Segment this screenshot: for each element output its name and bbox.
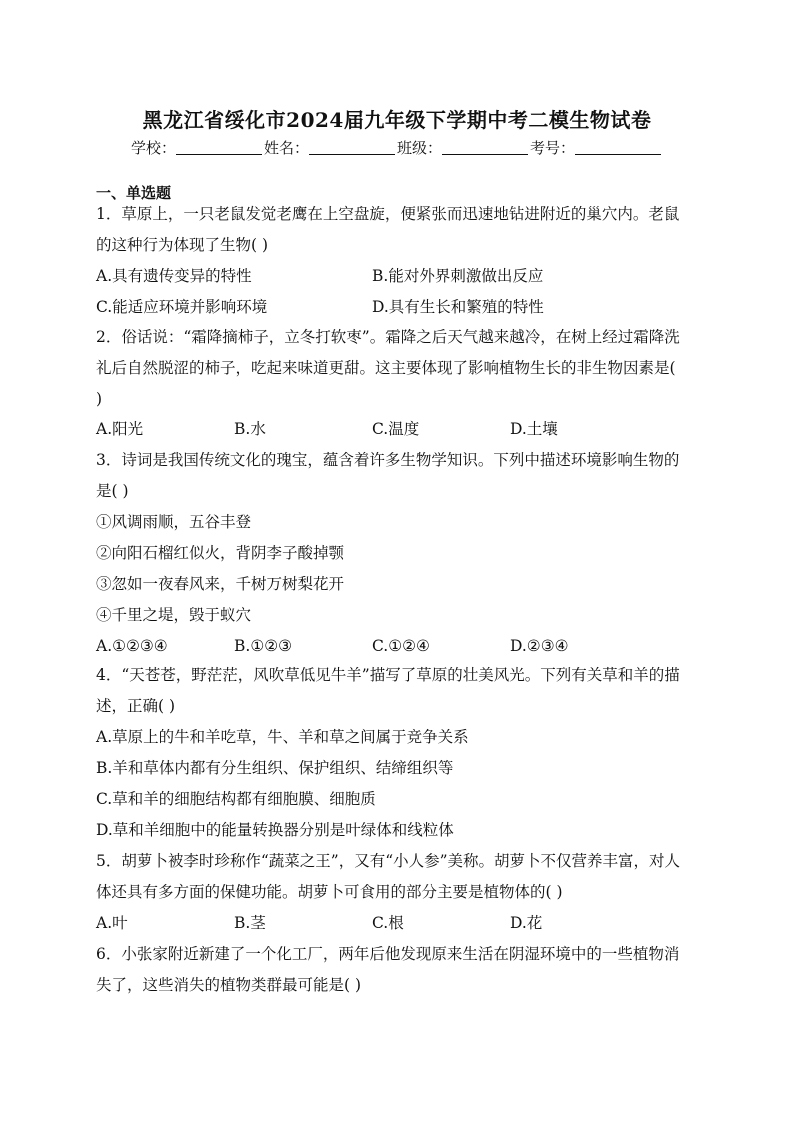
q3-option-d: D.②③④ xyxy=(510,637,569,655)
q5-option-d: D.花 xyxy=(510,914,543,932)
q3-item-3: ③忽如一夜春风来，千树万树梨花开 xyxy=(96,575,345,593)
q2-option-c: C.温度 xyxy=(372,420,420,438)
q2-stem-line2: 礼后自然脱涩的柿子，吃起来味道更甜。这主要体现了影响植物生长的非生物因素是( xyxy=(96,359,676,377)
q3-option-b: B.①②③ xyxy=(234,637,293,655)
q4-option-b: B.羊和草体内都有分生组织、保护组织、结缔组织等 xyxy=(96,759,454,777)
q3-item-4: ④千里之堤，毁于蚁穴 xyxy=(96,606,252,624)
q5-stem-line1: 5．胡萝卜被李时珍称作“蔬菜之王”，又有“小人参”美称。胡萝卜不仅营养丰富，对人 xyxy=(96,852,681,870)
q4-option-c: C.草和羊的细胞结构都有细胞膜、细胞质 xyxy=(96,790,376,808)
q4-option-a: A.草原上的牛和羊吃草，牛、羊和草之间属于竞争关系 xyxy=(96,728,469,746)
q3-stem-line2: 是( ) xyxy=(96,482,129,500)
q3-stem-line1: 3．诗词是我国传统文化的瑰宝，蕴含着许多生物学知识。下列中描述环境影响生物的 xyxy=(96,451,680,469)
q3-item-2: ②向阳石榴红似火，背阴李子酸掉颚 xyxy=(96,544,345,562)
page-title: 黑龙江省绥化市2024届九年级下学期中考二模生物试卷 xyxy=(142,108,652,132)
number-field[interactable] xyxy=(575,140,661,155)
q5-stem-line2: 体还具有多方面的保健功能。胡萝卜可食用的部分主要是植物体的( ) xyxy=(96,883,563,901)
q5-option-c: C.根 xyxy=(372,914,404,932)
school-label: 学校： xyxy=(130,139,176,157)
q1-option-d: D.具有生长和繁殖的特性 xyxy=(372,298,544,316)
q3-item-1: ①风调雨顺，五谷丰登 xyxy=(96,513,252,531)
q4-option-d: D.草和羊细胞中的能量转换器分别是叶绿体和线粒体 xyxy=(96,821,454,839)
student-info-row xyxy=(0,137,794,158)
q1-option-b: B.能对外界刺激做出反应 xyxy=(372,267,544,285)
class-label: 班级： xyxy=(397,139,443,157)
q1-option-c: C.能适应环境并影响环境 xyxy=(96,298,268,316)
q3-option-c: C.①②④ xyxy=(372,637,430,655)
q6-stem-line1: 6．小张家附近新建了一个化工厂，两年后他发现原来生活在阴湿环境中的一些植物消 xyxy=(96,945,680,963)
q1-option-a: A.具有遗传变异的特性 xyxy=(96,267,252,285)
school-field[interactable] xyxy=(176,140,262,155)
q6-stem-line2: 失了，这些消失的植物类群最可能是( ) xyxy=(96,976,362,994)
q2-stem-line1: 2．俗话说：“霜降摘柿子，立冬打软枣”。霜降之后天气越来越冷，在树上经过霜降洗 xyxy=(96,328,680,346)
name-field[interactable] xyxy=(309,140,395,155)
q4-stem-line2: 述，正确( ) xyxy=(96,697,176,715)
q1-stem-line2: 的这种行为体现了生物( ) xyxy=(96,236,269,254)
q5-option-b: B.茎 xyxy=(234,914,266,932)
q5-option-a: A.叶 xyxy=(96,914,128,932)
q2-option-d: D.土壤 xyxy=(510,420,558,438)
q1-stem-line1: 1．草原上，一只老鼠发觉老鹰在上空盘旋，便紧张而迅速地钻进附近的巢穴内。老鼠 xyxy=(96,205,680,223)
q2-option-a: A.阳光 xyxy=(96,420,144,438)
q3-option-a: A.①②③④ xyxy=(96,637,168,655)
class-field[interactable] xyxy=(442,140,528,155)
q4-stem-line1: 4．“天苍苍，野茫茫，风吹草低见牛羊”描写了草原的壮美风光。下列有关草和羊的描 xyxy=(96,666,680,684)
q2-option-b: B.水 xyxy=(234,420,266,438)
number-label: 考号： xyxy=(530,139,576,157)
section-heading: 一、单选题 xyxy=(96,184,172,202)
q2-stem-line3: ) xyxy=(96,390,103,408)
name-label: 姓名： xyxy=(263,139,309,157)
